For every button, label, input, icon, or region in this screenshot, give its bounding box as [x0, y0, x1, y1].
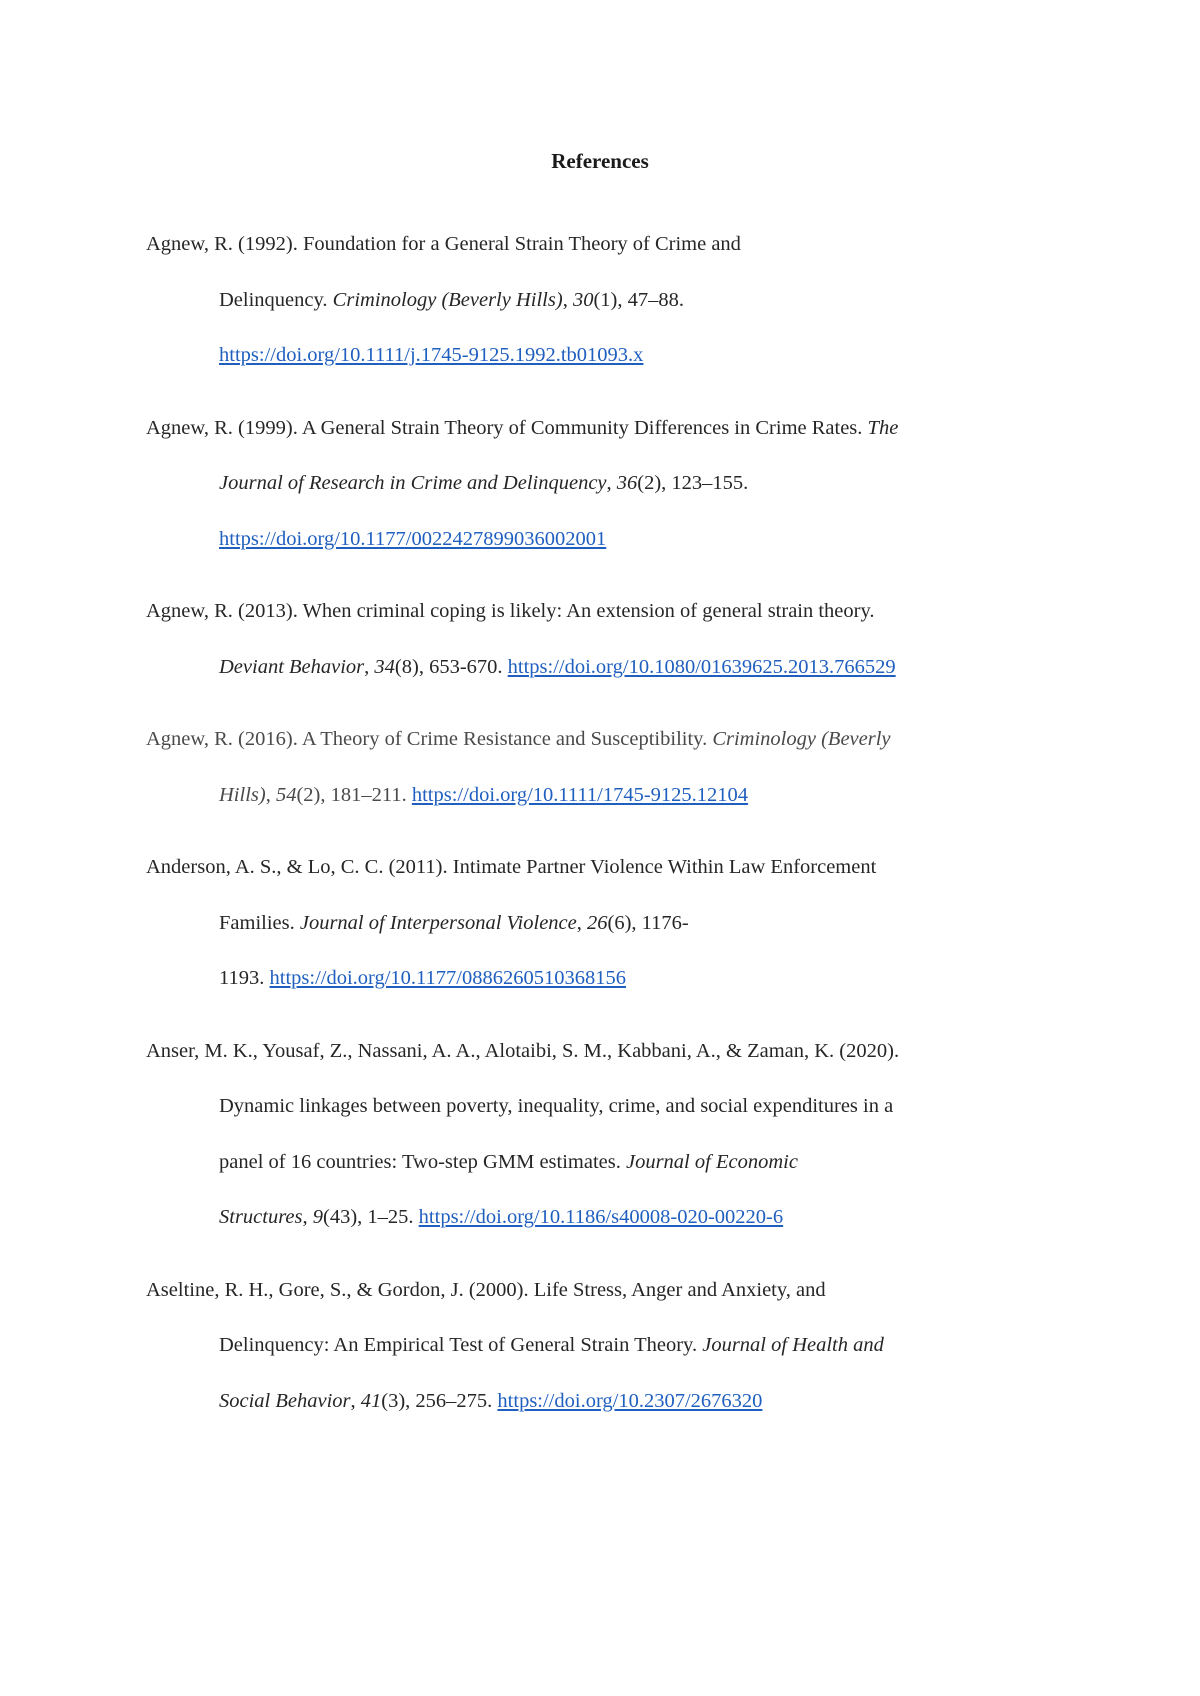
reference-pages: (6), 1176-	[607, 911, 689, 934]
reference-entry-agnew-2013	[146, 584, 1046, 695]
reference-entry-anser-2020	[146, 1024, 1046, 1246]
reference-entry-aseltine-2000	[146, 1263, 1046, 1430]
journal-title: Journal of Research in Crime and Delinquency	[219, 472, 607, 494]
doi-link[interactable]: https://doi.org/10.2307/2676320	[497, 1389, 763, 1412]
doi-link[interactable]: https://doi.org/10.1186/s40008-020-00220-6	[418, 1206, 784, 1228]
reference-entry-agnew-2016	[146, 712, 1046, 823]
journal-volume: 9	[312, 1206, 324, 1228]
journal-title: Journal of Health and	[702, 1334, 884, 1356]
reference-pages: (2), 181–211.	[296, 783, 412, 806]
journal-title: Criminology (Beverly	[712, 728, 891, 750]
reference-text: Agnew, R. (2016). A Theory of Crime Resistance and Susceptibility.	[146, 728, 713, 750]
reference-pages: (8), 653-670.	[394, 655, 508, 678]
reference-text: Agnew, R. (1992). Foundation for a General Strain Theory of Crime and	[146, 233, 741, 255]
reference-text: Delinquency: An Empirical Test of General Strain Theory.	[219, 1334, 703, 1356]
separator: ,	[302, 1206, 313, 1228]
reference-text: Families.	[219, 911, 300, 934]
journal-title: Criminology (Beverly Hills)	[332, 288, 563, 311]
separator: ,	[562, 288, 573, 311]
separator: ,	[350, 1389, 361, 1412]
separator: ,	[265, 783, 276, 806]
journal-title: Deviant Behavior	[219, 655, 365, 678]
doi-link[interactable]: https://doi.org/10.1177/0886260510368156	[269, 967, 626, 989]
journal-volume: 26	[587, 911, 608, 934]
reference-text: Anser, M. K., Yousaf, Z., Nassani, A. A., Alotaibi, S. M., Kabbani, A., & Zaman, K. (2020).	[146, 1039, 900, 1062]
reference-pages: (2), 123–155.	[637, 472, 749, 494]
journal-title: Social Behavior	[219, 1389, 351, 1412]
doi-link[interactable]: https://doi.org/10.1080/01639625.2013.766529	[507, 655, 896, 678]
journal-volume: 54	[275, 783, 297, 806]
journal-title: Journal of Interpersonal Violence	[299, 911, 577, 934]
reference-text: Agnew, R. (2013). When criminal coping is likely: An extension of general strain theory.	[146, 600, 875, 622]
journal-title: Structures	[219, 1206, 303, 1228]
journal-volume: 36	[616, 472, 638, 494]
reference-pages: 1193.	[219, 967, 270, 989]
reference-entry-anderson-2011	[146, 840, 1046, 1007]
reference-list	[146, 217, 1046, 1446]
separator: ,	[364, 655, 375, 678]
reference-text: Dynamic linkages between poverty, inequality, crime, and social expenditures in a	[219, 1095, 894, 1117]
journal-title: Hills)	[219, 783, 266, 806]
reference-text: Anderson, A. S., & Lo, C. C. (2011). Intimate Partner Violence Within Law Enforcement	[146, 856, 877, 878]
reference-entry-agnew-1992	[146, 217, 1046, 384]
journal-volume: 30	[572, 288, 594, 311]
reference-pages: (1), 47–88.	[593, 288, 684, 311]
reference-pages: (3), 256–275.	[381, 1389, 498, 1412]
reference-text: Delinquency.	[219, 288, 333, 311]
doi-link[interactable]: https://doi.org/10.1177/0022427899036002001	[219, 527, 607, 550]
reference-entry-agnew-1999	[146, 401, 1046, 568]
reference-text: panel of 16 countries: Two-step GMM estimates.	[219, 1150, 626, 1173]
page-title: References	[551, 149, 649, 173]
doi-link[interactable]: https://doi.org/10.1111/1745-9125.12104	[411, 783, 749, 806]
separator: ,	[576, 911, 587, 934]
reference-text: Agnew, R. (1999). A General Strain Theory of Community Differences in Crime Rates.	[146, 416, 868, 439]
journal-title: The	[867, 416, 899, 439]
reference-pages: (43), 1–25.	[323, 1206, 419, 1228]
doi-link[interactable]: https://doi.org/10.1111/j.1745-9125.1992.tb01093.x	[219, 344, 644, 366]
journal-volume: 41	[360, 1389, 382, 1412]
journal-volume: 34	[374, 655, 395, 678]
separator: ,	[606, 472, 617, 494]
journal-title: Journal of Economic	[625, 1150, 798, 1173]
reference-text: Aseltine, R. H., Gore, S., & Gordon, J. (2000). Life Stress, Anger and Anxiety, and	[146, 1278, 826, 1301]
